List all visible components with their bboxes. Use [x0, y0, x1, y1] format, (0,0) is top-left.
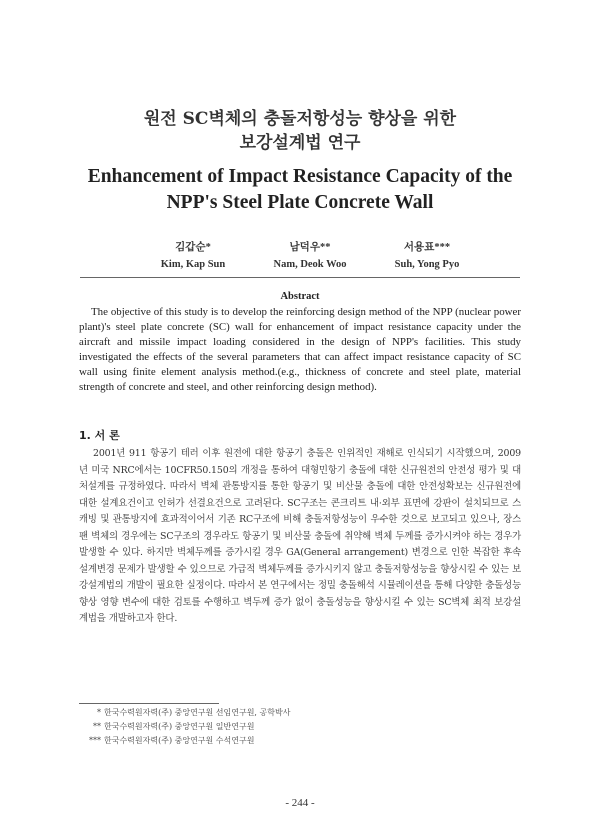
footnote-1: [79, 707, 290, 718]
author-name-korean: 김갑순*: [175, 242, 211, 253]
footnote-divider: [79, 703, 219, 704]
author-3: [352, 239, 502, 273]
footnote-text: 한국수력원자력(주) 중앙연구원 일반연구원: [104, 722, 255, 731]
author-divider: [80, 277, 520, 278]
footnote-mark: ***: [89, 736, 101, 745]
title-english-line-1: Enhancement of Impact Resistance Capacity of the: [87, 166, 513, 187]
author-name-english: Suh, Yong Pyo: [394, 259, 460, 270]
author-name-english: Kim, Kap Sun: [160, 259, 226, 270]
author-name-english: Nam, Deok Woo: [273, 259, 347, 270]
footnote-mark: **: [93, 722, 101, 731]
footnote-3: [79, 735, 254, 746]
abstract-heading: Abstract: [280, 291, 320, 302]
footnote-text: 한국수력원자력(주) 중앙연구원 수석연구원: [104, 736, 255, 745]
abstract-text: The objective of this study is to develop the reinforcing design method of the NPP (nuclear power plant)'s steel plate concrete (SC) wall for enhancement of impact resistance capacity under the aircraft and missile impact loading considered in the design of NPP's facilities. This study investigated the effects of the several parameters that can affect impact resistance capacity of SC wall using finite element analysis method.(e.g., thickness of concrete and steel plate, material strength of concrete and steel, and other reinforcing design method).: [79, 306, 521, 394]
title-korean-line-2: 보강설계법 연구: [239, 133, 361, 153]
author-name-korean: 남덕우**: [289, 242, 331, 253]
footnote-2: [79, 721, 254, 732]
title-korean-line-1: 원전 SC벽체의 충돌저항성능 향상을 위한: [143, 109, 457, 129]
section-heading: 1. 서 론: [79, 429, 120, 442]
author-name-korean: 서용표***: [403, 242, 451, 253]
footnote-text: 한국수력원자력(주) 중앙연구원 선임연구원, 공학박사: [104, 708, 291, 717]
footnote-mark: *: [97, 708, 101, 717]
title-english-line-2: NPP's Steel Plate Concrete Wall: [166, 192, 434, 213]
section-body-text: 2001년 911 항공기 테러 이후 원전에 대한 항공기 충돌은 인위적인 재해로 인식되기 시작했으며, 2009년 미국 NRC에서는 10CFR50.150의 개정을 통하여 대형민항기 충돌에 대한 신규원전의 안전성 평가 및 대처설계를 규정하였다. 따라서 벽체 관통방지를 통한 항공기 및 비산물 충돌에 대한 안전성확보는 신규원전에 대한 설계요건이고 인허가 선결요건으로 고려된다. SC구조는 콘크리트 내·외부 표면에 강판이 설치되므로 스캐빙 및 관통방지에 효과적이어서 기존 RC구조에 비해 충돌저항성능이 우수한 것으로 보고되고 있으나, 장스팬 벽체의 경우에는 SC구조의 경우라도 항공기 및 비산물 충돌에 취약해 벽체 두께를 증가시켜야 하는 경우가 발생할 수 있다. 하지만 벽체두께를 증가시킬 경우 GA(General arrangement) 변경으로 인한 복잡한 후속 설계변경 문제가 발생할 수 있으므로 가급적 벽체두께를 증가시키지 않고 충돌저항성능을 향상시킬 수 있는 보강설계법의 개발이 필요한 실정이다. 따라서 본 연구에서는 정밀 충돌해석 시뮬레이션을 통해 다양한 충돌성능 향상 영향 변수에 대한 검토를 수행하고 벽두께 증가 없이 충돌성능을 향상시킬 수 있는 SC벽체 최적 보강설계법을 개발하고자 한다.: [79, 448, 521, 624]
page-number: - 244 -: [285, 797, 315, 809]
